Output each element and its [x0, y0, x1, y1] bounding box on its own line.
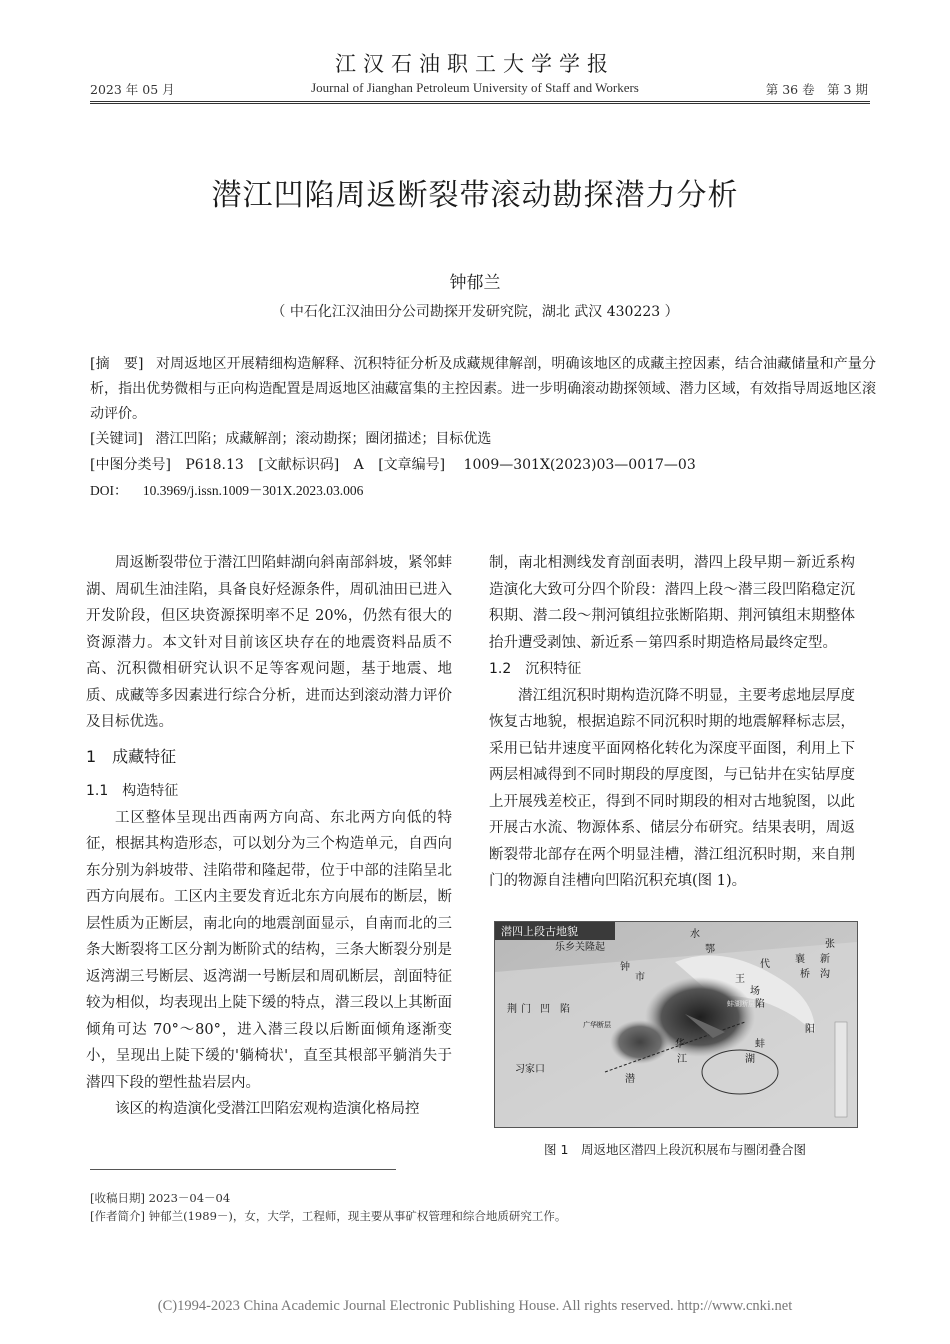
map-label: 广华断层: [583, 1021, 611, 1029]
map-label: 凹: [540, 1004, 550, 1015]
map-label: 华: [675, 1039, 685, 1050]
map-label: 荆: [507, 1004, 517, 1015]
body-paragraph: 制，南北相测线发育剖面表明，潜四上段早期－新近系构造演化大致可分四个阶段：潜四上段～潜三段凹陷稳定沉积期、潜二段～荆河镇组拉张断陷期、荆河镇组末期整体抬升遭受剥蚀、新近系－第四系时期造格局最终定型。: [489, 555, 855, 651]
section-heading-1-1: 1.1 构造特征: [86, 783, 179, 799]
footnote-divider: [90, 1169, 396, 1170]
doi-value: 10.3969/j.issn.1009－301X.2023.03.006: [142, 483, 364, 498]
paper-title: 潜江凹陷周返断裂带滚动勘探潜力分析: [211, 178, 739, 213]
section-heading-1: 1 成藏特征: [86, 746, 177, 766]
keywords-label: [关键词]: [90, 431, 143, 447]
article-number-label: [文章编号]: [378, 457, 446, 473]
map-label: 习家口: [515, 1064, 545, 1075]
left-column: [86, 550, 452, 1123]
header-divider-secondary: [90, 103, 870, 104]
section-heading-1-2: 1.2 沉积特征: [489, 661, 582, 677]
map-inset-title: 潜四上段古地貌: [501, 925, 578, 938]
map-label: 潜: [625, 1074, 635, 1085]
received-date: [收稿日期] 2023－04－04: [90, 1191, 231, 1205]
author-name: 钟郁兰: [449, 273, 501, 293]
copyright-notice: (C)1994-2023 China Academic Journal Electronic Publishing House. All rights reserved. http://www.cnki.net: [157, 1298, 793, 1314]
abstract-label: [摘 要]: [90, 356, 144, 372]
author-bio: [作者简介] 钟郁兰(1989－)，女，大学，工程师，现主要从事矿权管理和综合地质研究工作。: [90, 1209, 567, 1223]
map-label: 湖: [745, 1054, 755, 1065]
author-affiliation: （ 中石化江汉油田分公司勘探开发研究院，湖北 武汉 430223 ）: [271, 304, 679, 320]
map-label: 场: [750, 986, 760, 997]
map-label: 陷: [755, 999, 765, 1010]
map-label: 陷: [560, 1004, 570, 1015]
header-divider: [90, 101, 870, 102]
map-label: 襄: [795, 954, 805, 965]
map-label: 市: [635, 972, 645, 983]
depression-trough-secondary: [610, 1020, 670, 1064]
clc-value: P618.13: [185, 457, 244, 473]
body-paragraph: 该区的构造演化受潜江凹陷宏观构造演化格局控: [115, 1101, 420, 1117]
doc-code-label: [文献标识码]: [258, 457, 340, 473]
map-label: 蚌湖断层: [727, 1000, 755, 1008]
map-label: 江: [677, 1054, 687, 1065]
volume-issue: 第 36 卷 第 3 期: [765, 82, 868, 97]
clc-label: [中图分类号]: [90, 457, 171, 473]
issue-date: 2023 年 05 月: [90, 82, 175, 97]
map-label: 水: [690, 929, 700, 940]
figure-1-map: [494, 921, 858, 1128]
figure-caption: 图 1 周返地区潜四上段沉积展布与圈闭叠合图: [544, 1142, 806, 1157]
doi: [90, 479, 363, 499]
map-label: 桥: [800, 969, 810, 980]
map-label: 阳: [805, 1024, 815, 1035]
abstract-text: 对周返地区开展精细构造解释、沉积特征分析及成藏规律解剖，明确该地区的成藏主控因素，结合油藏储量和产量分析，指出优势微相与正向构造配置是周返地区油藏富集的主控因素。进一步明确滚动勘探领域、潜力区域，有效指导周返地区滚动评价。: [90, 356, 876, 422]
doi-label: DOI：: [90, 483, 128, 498]
map-label: 王: [735, 974, 745, 985]
map-label: 鄂: [705, 944, 715, 955]
journal-english-title: Journal of Jianghan Petroleum University of Staff and Workers: [311, 80, 639, 95]
map-label: 蚌: [755, 1039, 765, 1050]
paleo-geomorphology-map: [495, 922, 857, 1127]
journal-title: 江汉石油职工大学学报: [335, 52, 615, 76]
intro-paragraph: 周返断裂带位于潜江凹陷蚌湖向斜南部斜坡，紧邻蚌湖、周矶生油洼陷，具备良好烃源条件，周矶油田已进入开发阶段，但区块资源探明率不足 20%，仍然有很大的资源潜力。本文针对目前该区块存在的地震资料品质不高、沉积微相研究认识不足等客观问题，基于地震、地质、成藏等多因素进行综合分析，进而达到滚动潜力评价及目标优选。: [86, 555, 452, 730]
keywords: [90, 427, 876, 451]
map-label: 门: [521, 1004, 531, 1015]
right-column: [489, 550, 855, 895]
map-label: 钟: [620, 962, 630, 973]
map-label: 乐乡关隆起: [555, 942, 605, 953]
keywords-text: 潜江凹陷；成藏解剖；滚动勘探；圈闭描述；目标优选: [155, 431, 492, 447]
doc-code-value: A: [353, 457, 364, 473]
article-number-value: 1009—301X(2023)03—0017—03: [463, 457, 696, 473]
map-label: 张: [825, 939, 835, 950]
color-scale-legend: [835, 1022, 847, 1117]
map-label: 新: [820, 954, 830, 965]
map-label: 代: [760, 959, 770, 970]
map-label: 沟: [820, 969, 830, 980]
abstract: [90, 352, 876, 427]
classification-line: [90, 453, 876, 477]
body-paragraph: 潜江组沉积时期构造沉降不明显，主要考虑地层厚度恢复古地貌，根据追踪不同沉积时期的地震解释标志层，采用已钻井速度平面网格化转化为深度平面图，利用上下两层相减得到不同时期段的厚度图，与已钻井在实钻厚度上开展残差校正，得到不同时期段的相对古地貌图，以此开展古水流、物源体系、储层分布研究。结果表明，周返断裂带北部存在两个明显洼槽，潜江组沉积时期，来自荆门的物源自洼槽向凹陷沉积充填(图 1)。: [489, 687, 855, 889]
body-paragraph: 工区整体呈现出西南两方向高、东北两方向低的特征，根据其构造形态，可以划分为三个构造单元，自西向东分别为斜坡带、洼陷带和隆起带，位于中部的洼陷呈北西方向展布。工区内主要发育近北东方向展布的断层，断层性质为正断层，南北向的地震剖面显示，自南而北的三条大断裂将工区分割为断阶式的结构，三条大断裂分别是返湾湖三号断层、返湾湖一号断层和周矶断层，剖面特征较为相似，均表现出上陡下缓的特点，潜三段以上其断面倾角可达 70°～80°，进入潜三段以后断面倾角逐渐变小，呈现出上陡下缓的'躺椅状'，直至其根部平躺消失于潜四下段的塑性盐岩层内。: [86, 809, 452, 1091]
